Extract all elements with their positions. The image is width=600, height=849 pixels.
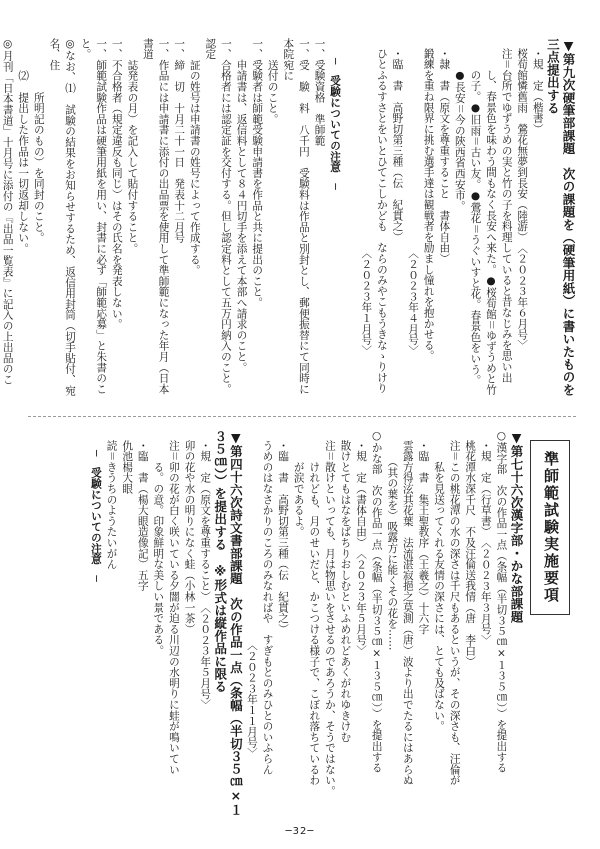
text-line: 注＝散けといっても、月は物思いをさせるのであろうか、そうではない。 xyxy=(323,440,336,797)
text-line: ・規 定（原文を尊重すること） 〈２０２３年５月号〉 xyxy=(199,440,212,711)
text-line: が涙であるよ。 xyxy=(292,440,305,538)
text-line: 一、合格者には認定証を交付する。但し認定料として五万円納入のこと。認定 xyxy=(204,38,232,395)
text-line: ─ 受験についての注意 ─ xyxy=(89,450,102,582)
text-line: 卯の花や水の明りになく蛙（小林一茶） xyxy=(183,440,196,635)
text-line: 送付のこと。 xyxy=(266,38,279,125)
text-line: 私を見送ってくれる友情の深さには、とても及ばない。 xyxy=(433,440,446,732)
lower-text-columns xyxy=(87,430,524,822)
text-line: 〈２０２３年４月号〉 xyxy=(407,48,420,356)
text-line: 一、締 切 十月二十一日 発表十二月号 xyxy=(173,38,186,244)
text-line: ひとふるすさとをいとひてこしかども ならのみやこもうきなゝりけり xyxy=(375,48,388,394)
text-line: 一、作品には申請書に添付の出品票を使用して準師範になった年月（日本書道 xyxy=(141,38,170,395)
text-line: ・規 定（行草書） 〈２０２３年３月号〉 xyxy=(479,440,492,646)
text-line: の子。●旧雨＝古い友。●鶯花＝うぐいすと花。春景色をいう。 xyxy=(469,48,482,386)
text-line: （其の葉を）吸露方に能くその花を…… xyxy=(386,440,399,651)
page-number: ─32─ xyxy=(285,826,315,837)
text-line: ・規 定（書体自由） 〈２０２３年５月号〉 xyxy=(355,440,368,657)
exam-guidelines-title: 準師範試験実施要項 xyxy=(530,440,570,615)
text-line: ●長安＝今の陝西省西安市。 xyxy=(453,48,466,212)
text-line: 〈２０２３年１月号〉 xyxy=(360,48,373,356)
text-line: ・臨 書 集王聖教序（王羲之）十六字 xyxy=(417,440,430,635)
text-line: 桃花潭水深千尺 不及汪倫送我情（唐 李白） xyxy=(464,440,477,667)
text-line: ・規 定（楷書） xyxy=(531,48,544,135)
text-line: 鍛練を重ね限界に挑む選手達は観戦者を励まし憧れを抱かせる。 xyxy=(422,48,435,362)
text-line: ▼第四十六次詩文書部課題 次の作品一点（条幅（半切３５㎝×１３５㎝））を提出する ※形式は縦作品に限る xyxy=(212,430,244,816)
text-line: 一、不合格者（規定違反も同じ）はその氏名を発表しない。 xyxy=(110,38,123,330)
text-line: 雲露方得泫其花葉 法流湛寂挹之莫測（唐）波より出でたるにはあらぬ xyxy=(401,440,414,786)
text-line: 一、受験者は師範受験申請書を作品と共に提出のこと。 xyxy=(251,38,264,308)
text-line: うめのはなさかりのころのみなればや すぎもとのみひとのいふらん xyxy=(261,440,274,775)
text-line: 一、受 験 料 八千円 受験料は作品と別封とし、郵便振替にて同時に本院宛に xyxy=(282,38,310,395)
text-line: 誌発表の月）を記入して貼付すること。 xyxy=(126,38,139,254)
upper-section-hardpen-exam xyxy=(1,38,576,403)
text-line: 仇池楊大眼 xyxy=(121,440,134,494)
text-line: 桜荀館憐舊雨 鶯花無夢到長安（陸游） 〈２０２３年６月号〉 xyxy=(516,48,529,351)
text-line: 注＝台所でゆずうめの実と竹の子を料理していると昔なじみを思い出 xyxy=(500,48,513,383)
lower-section-jun-shihan-exam xyxy=(28,430,576,822)
text-line: 一、師範試験作品は硬筆用紙を用い、封書に必ず「師範応募」と朱書のこと。 xyxy=(79,38,108,395)
text-line: 散けとてもはなをばちりおしむといふめれどあくがれゆきけむ xyxy=(339,440,352,743)
text-line: ◎月刊「日本書道」十月号に添付の『出品一覧表』に記入の上出品のこ xyxy=(1,38,14,385)
text-line: 証の姓号は申請書の姓号によって作成する。 xyxy=(188,38,201,276)
upper-text-columns xyxy=(0,38,576,403)
text-line: ⑵ 提出した作品は一切返却しない。 xyxy=(17,38,30,254)
text-line: ○漢字部 次の作品一点（条幅（半切３５㎝×１３５㎝））を提出する xyxy=(495,430,508,774)
text-line: 所明記のもの）を同封のこと。 xyxy=(32,38,45,244)
text-line: る。の意。印象鮮明な美しい景である。 xyxy=(152,440,165,656)
text-line: 申請書は、返信料として８４円切手を添えて本部へ請求のこと。 xyxy=(235,38,248,373)
text-line: ・臨 書 高野切第三種（伝 紀貫之） xyxy=(277,440,290,635)
text-line: ・臨 書（楊大眼造像記）五字 xyxy=(136,440,149,592)
text-line: し、春景色を味わう間もなく長安へ来た。●桜荀館＝ゆずうめと竹 xyxy=(485,48,498,395)
text-line: 注＝この桃花潭の水の深さは千尺もあるというが、その深さも、汪倫が xyxy=(448,440,461,786)
text-line: ▼第九次硬筆部課題 次の課題を（硬筆用紙）に書いたものを三点提出する xyxy=(545,38,576,397)
text-line: 読＝きうちのようたいがん xyxy=(105,440,118,570)
text-line: ○かな部 次の作品一点（条幅（半切３５㎝×１３５㎝））を提出する xyxy=(370,430,383,774)
text-line: ▼第七十六次漢字部・かな部課題 xyxy=(509,430,524,623)
text-line: けれども、月のせいだと、かこつける様子で、こぼれ落ちているわ xyxy=(308,440,321,786)
text-line: ・隷 書（原文を尊重すること 書体自由） xyxy=(438,48,451,264)
text-line: 注＝卯の花が白く咲いている夕闇が迫る川辺の水明りに蛙が鳴いてい xyxy=(167,440,180,775)
text-line: ・臨 書 高野切第三種（伝 紀貫之） xyxy=(391,48,404,243)
text-line xyxy=(342,38,358,403)
section-divider xyxy=(28,416,576,417)
text-line: ◎なお、⑴ 試験の結果をお知らせするため、返信用封筒（切手貼付、宛名、住 xyxy=(48,38,76,396)
text-line: ─ 受験についての注意 ─ xyxy=(329,58,342,190)
text-line: 一、受験資格 準師範 xyxy=(313,38,326,146)
text-line: 〈２０２３年１１月号〉 xyxy=(245,440,258,759)
